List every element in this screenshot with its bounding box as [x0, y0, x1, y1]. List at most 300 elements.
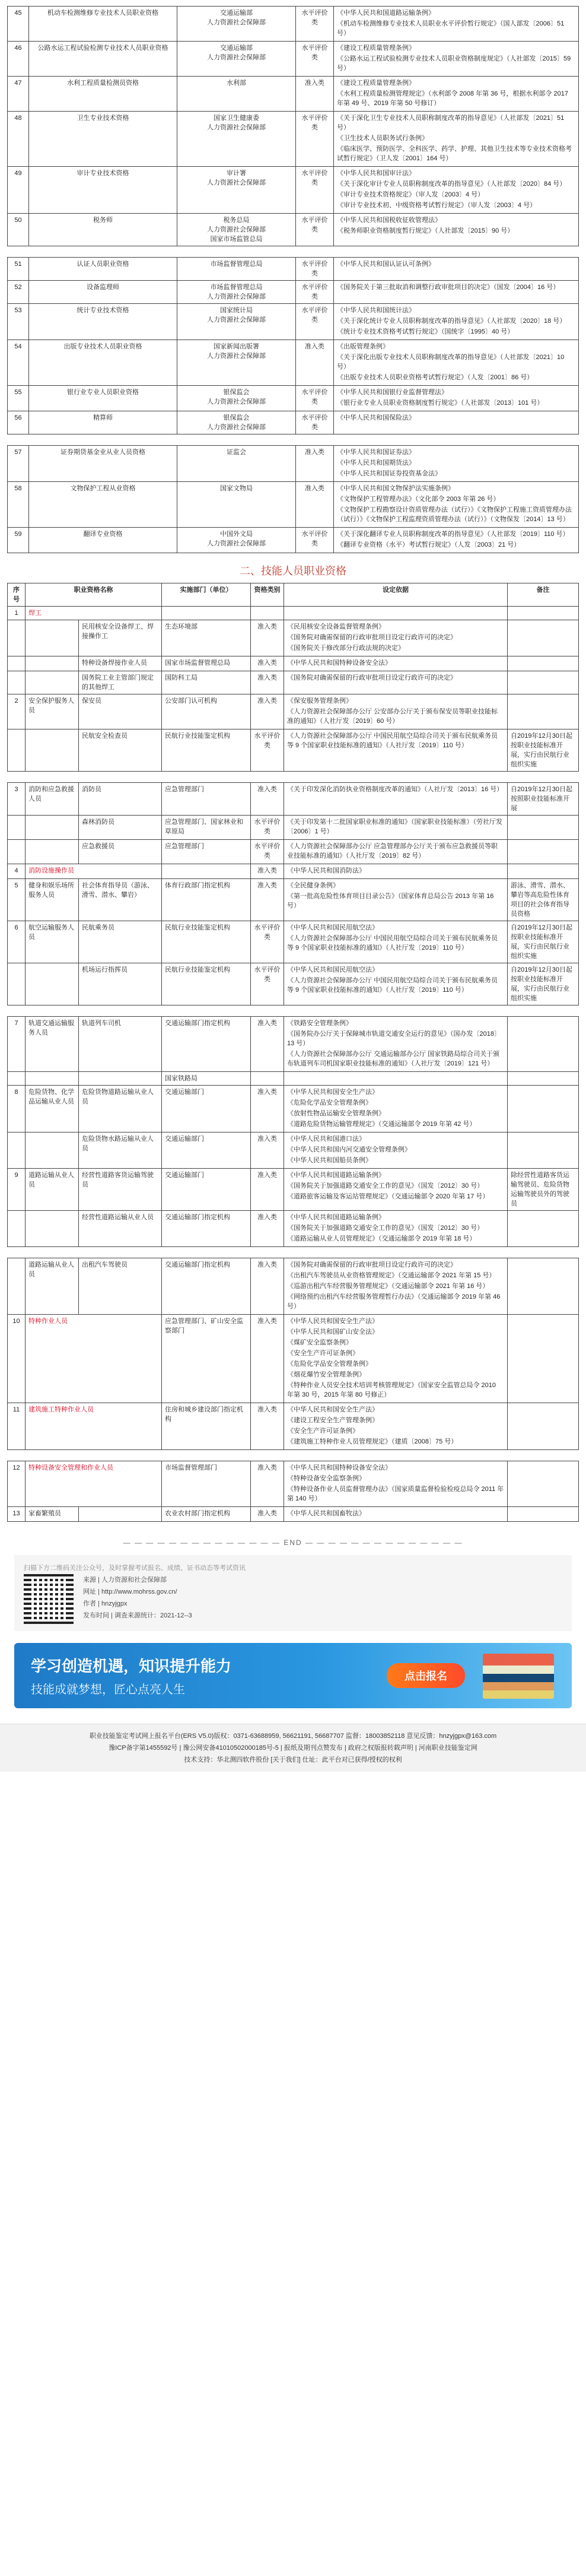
cell-no: [8, 1211, 26, 1247]
cell-name: 认证人员职业资格: [29, 258, 177, 281]
cell-basis: [284, 1017, 508, 1072]
basis-item: 《出版专业技术人员职业资格考试暂行规定》（人发〔2001〕86 号）: [337, 374, 534, 381]
cell-basis: [284, 1258, 508, 1315]
table-row: [8, 482, 579, 528]
basis-list: [287, 1405, 504, 1446]
cell-level: 准入类: [251, 1017, 284, 1072]
cell-basis: [284, 1507, 508, 1522]
cell-note: [508, 1258, 579, 1315]
cell-note: [508, 816, 579, 840]
basis-item: 《中华人民共和国矿山安全法》: [287, 1328, 378, 1335]
cell-dept: 交通运输部门: [162, 1086, 251, 1132]
cell-note: [508, 864, 579, 879]
cell-dept: 体育行政部门指定机构: [162, 879, 251, 921]
table-row: [8, 1403, 579, 1450]
table-row: [8, 1086, 579, 1132]
cell-note: [508, 620, 579, 656]
cell-no: 53: [8, 304, 29, 340]
cell-level: 准入类: [251, 1211, 284, 1247]
basis-item: 《中华人民共和国认证认可条例》: [337, 261, 435, 268]
cell-no: [8, 729, 26, 772]
basis-item: 《统计专业技术资格考试暂行规定》（国统字〔1995〕40 号）: [337, 328, 514, 335]
cell-dept: 应急管理部门、国家林业和草原局: [162, 816, 251, 840]
cell-dept: 国家市场监督管理总局: [162, 656, 251, 671]
cell-name: 文物保护工程从业资格: [29, 482, 177, 528]
cell-name: 翻译专业资格: [29, 528, 177, 553]
basis-list: [337, 342, 575, 382]
basis-item: 《卫生技术人员职务试行条例》: [337, 135, 428, 142]
cell-dept: 生态环境部: [162, 620, 251, 656]
section-title-skills: 二、技能人员职业资格: [240, 565, 346, 578]
cell-dept: 应急管理部门: [162, 840, 251, 864]
basis-list: [287, 1213, 504, 1243]
cell-no: 1: [8, 607, 26, 620]
header-level: 资格类别: [251, 583, 284, 607]
basis-list: [287, 817, 504, 836]
cell-level: 准入类: [251, 671, 284, 694]
basis-list: [337, 169, 575, 210]
cell-no: 4: [8, 864, 26, 879]
table-row: [8, 840, 579, 864]
cell-basis: [334, 214, 579, 246]
basis-list: [287, 1170, 504, 1201]
basis-list: [287, 658, 504, 668]
cell-no: [8, 656, 26, 671]
cell-dept: 国家铁路局: [162, 1072, 251, 1086]
cell-level: 水平评价类: [296, 214, 334, 246]
basis-item: 《税务师职业资格制度暂行规定》（人社部发〔2015〕90 号）: [337, 227, 514, 234]
cell-basis: [284, 1315, 508, 1403]
cell-name: 银行业专业人员职业资格: [29, 386, 177, 411]
basis-item: 《网络预约出租汽车经营服务管理暂行办法》（交通运输部令 2019 年第 46 号）: [287, 1293, 501, 1310]
basis-item: 《中华人民共和国安全生产法》: [287, 1089, 378, 1096]
basis-item: 《中华人民共和国消防法》: [287, 867, 365, 874]
basis-item: 《中华人民共和国特种设备安全法》: [287, 1464, 391, 1471]
cell-note: [508, 694, 579, 729]
cell-level: 准入类: [296, 482, 334, 528]
table-row: [8, 671, 579, 694]
skills-table: [7, 782, 579, 1005]
basis-item: 《国务院关于修改部分行政法规的决定》: [287, 645, 405, 652]
basis-list: [287, 965, 504, 995]
cell-category: [26, 1211, 79, 1247]
skills-qualification-table-part3: [0, 1016, 586, 1247]
table-row: [8, 879, 579, 921]
basis-item: 《中华人民共和国道路运输条例》: [287, 1172, 385, 1179]
promo-banner[interactable]: [14, 1643, 572, 1708]
cell-basis: [334, 446, 579, 482]
books-icon: [483, 1654, 554, 1699]
cell-dept: 中国外文局 人力资源社会保障部: [177, 528, 296, 553]
table-row: [8, 281, 579, 304]
basis-item: 《中华人民共和国审计法》: [337, 170, 415, 177]
cell-level: [251, 1072, 284, 1086]
table-row: [8, 340, 579, 386]
cell-subname: 民航安全检查员: [79, 729, 162, 772]
basis-list: [337, 215, 575, 236]
cell-subname: 危险货物水路运输从业人员: [79, 1132, 162, 1169]
signup-button[interactable]: 点击报名: [387, 1663, 465, 1688]
professional-qualification-table-part3: [0, 445, 586, 553]
basis-list: [337, 388, 575, 408]
basis-list: [287, 1509, 504, 1518]
table-row: [8, 1017, 579, 1072]
basis-item: 《出租汽车驾驶员从业资格管理规定》（交通运输部令 2021 年第 15 号）: [287, 1272, 496, 1279]
cell-basis: [334, 42, 579, 77]
cell-note: [508, 671, 579, 694]
basis-list: [287, 622, 504, 653]
basis-item: 《放射性物品运输安全管理条例》: [287, 1110, 385, 1117]
basis-item: 《中华人民共和国税收征收管理法》: [337, 217, 441, 224]
basis-list: [287, 1087, 504, 1129]
cell-basis: [284, 656, 508, 671]
footer-line-3: 技术支持：华北测四软件股份 [关于我们] 仕址：此平台对已获得/授权的权利: [184, 1756, 402, 1763]
cell-note: [508, 840, 579, 864]
cell-basis: [284, 694, 508, 729]
cell-no: 8: [8, 1086, 26, 1132]
table-row: [8, 112, 579, 167]
cell-basis: [334, 482, 579, 528]
basis-item: 《公路水运工程试验检测专业技术人员职业资格制度规定》（人社部发〔2015〕59 号）: [337, 55, 571, 72]
cell-basis: [284, 620, 508, 656]
site-footer: [0, 1724, 586, 1772]
cell-basis: [284, 921, 508, 963]
table-row: [8, 446, 579, 482]
cell-level: 水平评价类: [251, 729, 284, 772]
footer-line-2[interactable]: 豫ICP备字第1455592号 | 豫公网安备41010502000185号-5 | 报纸及期刊点赞发布 | 政府之权版报转载声明 | 河南职业技能鉴定网: [109, 1744, 477, 1752]
cell-level: 水平评价类: [296, 304, 334, 340]
skills-table: [7, 1016, 579, 1247]
cell-category: 特种设备安全管理和作业人员: [26, 1461, 162, 1507]
cell-subname: 民航乘务员: [79, 921, 162, 963]
cell-dept: 民航行业技能鉴定机构: [162, 963, 251, 1005]
cell-no: 9: [8, 1169, 26, 1211]
cell-basis: [284, 783, 508, 816]
table-row: [8, 1132, 579, 1169]
cell-basis: [284, 1072, 508, 1086]
cell-dept: 国家新闻出版署 人力资源社会保障部: [177, 340, 296, 386]
basis-item: 《国务院关于第三批取消和调整行政审批项目的决定》（国发〔2004〕16 号）: [337, 284, 560, 291]
source-intro: 扫描下方二维码关注公众号，及时掌握考试报名、成绩、证书动态等考试资讯: [24, 1565, 246, 1572]
cell-category: 消防设施操作员: [26, 864, 162, 879]
cell-category: 焊工: [26, 607, 162, 620]
cell-name: 公路水运工程试验检测专业技术人员职业资格: [29, 42, 177, 77]
cell-category: [26, 620, 79, 656]
cell-level: 水平评价类: [296, 386, 334, 411]
cell-level: 准入类: [251, 694, 284, 729]
cell-no: 7: [8, 1017, 26, 1072]
cell-dept: 农业农村部门指定机构: [162, 1507, 251, 1522]
cell-category: 建筑施工特种作业人员: [26, 1403, 162, 1450]
basis-list: [337, 259, 575, 269]
cell-no: 6: [8, 921, 26, 963]
cell-dept: 民航行业技能鉴定机构: [162, 921, 251, 963]
table-header-row: [8, 583, 579, 607]
source-line-date: 发布时间 | 调查来源统计：2021-12--3: [83, 1612, 192, 1619]
basis-item: 《人力资源社会保障部办公厅 中国民用航空局综合司关于颁布民航乘务员等 9 个国家职业技能标准的通知》（人社厅发〔2019〕110 号）: [287, 935, 498, 951]
basis-list: [287, 1316, 504, 1400]
cell-level: 水平评价类: [296, 528, 334, 553]
cell-basis: [284, 864, 508, 879]
banner-title: 学习创造机遇，知识提升能力: [31, 1658, 232, 1676]
header-name: 职业资格名称: [26, 583, 162, 607]
basis-item: 《中华人民共和国道路运输条例》: [337, 9, 435, 17]
basis-list: [337, 413, 575, 423]
basis-list: [337, 448, 575, 478]
cell-basis: [334, 258, 579, 281]
basis-item: 《建设工程质量管理条例》: [337, 80, 415, 87]
basis-item: 《中华人民共和国民用航空法》: [287, 966, 378, 973]
cell-no: 56: [8, 411, 29, 434]
cell-no: 50: [8, 214, 29, 246]
basis-item: 《关于深化卫生专业技术人员职称制度改革的指导意见》（人社部发〔2021〕51 号）: [337, 115, 565, 131]
table-row: [8, 386, 579, 411]
basis-list: [287, 881, 504, 911]
cell-basis: [284, 840, 508, 864]
table-row: [8, 921, 579, 963]
end-text: END: [284, 1538, 302, 1547]
basis-item: 《人力资源社会保障部办公厅 交通运输部办公厅 国家铁路局综合司关于颁布轨道列车司机国家职业技能标准的通知》（人社厅发〔2019〕121 号）: [287, 1051, 500, 1067]
basis-item: 《中华人民共和国道路运输条例》: [287, 1214, 385, 1221]
basis-item: 《中华人民共和国银行业监督管理法》: [337, 389, 448, 396]
cell-name: 审计专业技术资格: [29, 167, 177, 214]
basis-list: [287, 1019, 504, 1068]
cell-category: 航空运输服务人员: [26, 921, 79, 963]
document-page: [0, 6, 586, 1772]
cell-dept: 交通运输部门指定机构: [162, 1258, 251, 1315]
cell-subname: 危险货物道路运输从业人员: [79, 1086, 162, 1132]
cell-category: [26, 671, 79, 694]
cell-no: 5: [8, 879, 26, 921]
qr-code-icon: [24, 1574, 74, 1624]
basis-item: 《人力资源社会保障部办公厅 中国民用航空局综合司关于颁布民航乘务员等 9 个国家职业技能标准的通知》（人社厅发〔2019〕110 号）: [287, 977, 498, 994]
basis-item: 《国务院办公厅关于保障城市轨道交通安全运行的意见》（国办发〔2018〕13 号）: [287, 1030, 501, 1047]
cell-no: 10: [8, 1315, 26, 1403]
basis-item: 《审计专业技术资格规定》（审人发〔2003〕4 号）: [337, 191, 485, 198]
cell-level: 水平评价类: [296, 112, 334, 167]
source-line-org: 来源 | 人力资源和社会保障部: [83, 1576, 167, 1584]
cell-level: 水平评价类: [296, 167, 334, 214]
table-row: [8, 411, 579, 434]
professional-qualification-table-part1: [0, 6, 586, 246]
cell-dept: 银保监会 人力资源社会保障部: [177, 411, 296, 434]
cell-no: 12: [8, 1461, 26, 1507]
basis-item: 《道路危险货物运输管理规定》（交通运输部令 2019 年第 42 号）: [287, 1121, 476, 1128]
cell-note: [508, 1403, 579, 1450]
cell-basis: [334, 386, 579, 411]
source-line-url[interactable]: 网址 | http://www.mohrss.gov.cn/: [83, 1588, 177, 1595]
cell-dept: 交通运输部 人力资源社会保障部: [177, 42, 296, 77]
cell-level: 水平评价类: [296, 42, 334, 77]
header-note: 备注: [508, 583, 579, 607]
cell-level: 准入类: [251, 1169, 284, 1211]
skills-qualification-table-part2: [0, 782, 586, 1005]
basis-list: [337, 113, 575, 163]
cell-subname: 应急救援员: [79, 840, 162, 864]
basis-item: 《安全生产许可证条例》: [287, 1427, 359, 1435]
basis-item: 《中华人民共和国船员条例》: [287, 1157, 372, 1164]
cell-level: 准入类: [296, 77, 334, 112]
cell-level: 准入类: [251, 1086, 284, 1132]
basis-item: 《中华人民共和国保险法》: [337, 414, 415, 421]
basis-item: 《人力资源社会保障部办公厅 中国民用航空局综合司关于颁布民航乘务员等 9 个国家职业技能标准的通知》（人社厅发〔2019〕110 号）: [287, 732, 498, 749]
cell-no: 47: [8, 77, 29, 112]
basis-item: 《特种设备作业人员监督管理办法》（国家质量监督检验检疫总局令 2011 年第 140 号）: [287, 1486, 504, 1502]
basis-item: 《关于深化统计专业人员职称制度改革的指导意见》（人社部发〔2020〕18 号）: [337, 318, 566, 325]
cell-note: [508, 1017, 579, 1072]
table-row: [8, 167, 579, 214]
cell-level: 水平评价类: [296, 258, 334, 281]
basis-item: 《关于深化审计专业人员职称制度改革的指导意见》（人社部发〔2020〕84 号）: [337, 180, 566, 188]
table-row: [8, 1315, 579, 1403]
cell-level: 水平评价类: [296, 7, 334, 42]
cell-subname: 保安员: [79, 694, 162, 729]
cell-dept: 国家统计局 人力资源社会保障部: [177, 304, 296, 340]
cell-name: 统计专业技术资格: [29, 304, 177, 340]
basis-item: 《中华人民共和国畜牧法》: [287, 1510, 365, 1517]
cell-name: 水利工程质量检测员资格: [29, 77, 177, 112]
basis-list: [287, 731, 504, 750]
footer-line-1: 职业技能鉴定考试网上报名平台(ERS V5.0)版权：0371-63688959, 56621191, 56687707 监督：18003852118 意见反馈：hnzyjgpx@163.com: [89, 1733, 497, 1740]
cell-level: [251, 607, 284, 620]
basis-item: 《银行业专业人员职业资格制度暂行规定》（人社部发〔2013〕101 号）: [337, 399, 544, 407]
cell-dept: 公安部门认可机构: [162, 694, 251, 729]
cell-category: [26, 656, 79, 671]
basis-item: 《翻译专业资格（水平）考试暂行规定》（人发〔2003〕21 号）: [337, 541, 521, 548]
basis-list: [287, 785, 504, 794]
cell-no: 59: [8, 528, 29, 553]
cell-basis: [284, 1403, 508, 1450]
cell-no: 2: [8, 694, 26, 729]
cell-category: 家畜繁殖员: [26, 1507, 79, 1522]
basis-item: 《中华人民共和国安全生产法》: [287, 1318, 378, 1325]
cell-category: [26, 729, 79, 772]
cell-category: 轨道交通运输服务人员: [26, 1017, 79, 1072]
cell-basis: [334, 304, 579, 340]
cell-note: [508, 1132, 579, 1169]
cell-category: 特种作业人员: [26, 1315, 162, 1403]
basis-item: 《机动车检测维修专业技术人员职业水平评价暂行规定》（国人部发〔2006〕51 号）: [337, 20, 565, 37]
table-row: [8, 1072, 579, 1086]
basis-list: [287, 1463, 504, 1503]
cell-level: 准入类: [296, 340, 334, 386]
table-row: [8, 304, 579, 340]
basis-list: [337, 8, 575, 38]
cell-level: 准入类: [251, 1461, 284, 1507]
basis-item: 《临床医学、预防医学、全科医学、药学、护理、其他卫生技术等专业技术资格考试暂行规定》（卫人发〔2001〕164 号）: [337, 145, 572, 162]
table-row: [8, 1169, 579, 1211]
basis-list: [337, 529, 575, 550]
qualification-table: [7, 6, 579, 246]
table-row: [8, 1507, 579, 1522]
basis-item: 《国务院关于加强道路交通安全工作的意见》（国发〔2012〕30 号）: [287, 1224, 484, 1232]
skills-table: [7, 1461, 579, 1522]
table-row: [8, 783, 579, 816]
basis-item: 《关于深化出版专业技术人员职称制度改革的指导意见》（人社部发〔2021〕10 号）: [337, 354, 565, 370]
basis-item: 《关于印发深化消防执业资格制度改革的通知》（人社厅发〔2013〕16 号）: [287, 786, 504, 793]
cell-dept: 住房和城乡建设部门指定机构: [162, 1403, 251, 1450]
cell-dept: 银保监会 人力资源社会保障部: [177, 386, 296, 411]
basis-list: [287, 673, 504, 683]
cell-basis: [284, 1086, 508, 1132]
cell-basis: [334, 528, 579, 553]
cell-dept: 水利部: [177, 77, 296, 112]
basis-list: [337, 283, 575, 292]
cell-category: [26, 963, 79, 1005]
cell-dept: 交通运输部门: [162, 1132, 251, 1169]
cell-dept: 应急管理部门: [162, 783, 251, 816]
cell-dept: [162, 607, 251, 620]
cell-note: [508, 1507, 579, 1522]
cell-level: 准入类: [251, 783, 284, 816]
cell-name: 卫生专业技术资格: [29, 112, 177, 167]
basis-list: [337, 78, 575, 108]
qualification-table: [7, 257, 579, 434]
basis-item: 《中华人民共和国民用航空法》: [287, 924, 378, 931]
table-row: [8, 77, 579, 112]
cell-subname: 消防员: [79, 783, 162, 816]
cell-level: 准入类: [251, 1403, 284, 1450]
cell-level: 水平评价类: [251, 963, 284, 1005]
basis-item: 《煤矿安全监察条例》: [287, 1339, 352, 1346]
cell-level: 准入类: [251, 656, 284, 671]
basis-item: 《建设工程质量管理条例》: [337, 45, 415, 52]
cell-basis: [284, 816, 508, 840]
cell-no: 49: [8, 167, 29, 214]
basis-item: 《出版管理条例》: [337, 343, 389, 350]
cell-subname: [79, 1507, 162, 1522]
cell-category: [26, 1072, 79, 1086]
cell-subname: 民用核安全设备焊工、焊接操作工: [79, 620, 162, 656]
cell-no: 52: [8, 281, 29, 304]
cell-basis: [284, 963, 508, 1005]
cell-no: [8, 671, 26, 694]
cell-no: [8, 1132, 26, 1169]
cell-category: 道路运输从业人员: [26, 1258, 79, 1315]
basis-item: 《国务院对确需保留的行政审批项目设定行政许可的决定》: [287, 634, 457, 641]
cell-dept: 市场监督管理总局: [177, 258, 296, 281]
cell-note: [508, 1315, 579, 1403]
basis-item: 《全民健身条例》: [287, 882, 339, 889]
cell-note: 自2019年12月30日起按职业技能标准开展，实行由民航行业组织实施: [508, 963, 579, 1005]
cell-dept: 交通运输部 人力资源社会保障部: [177, 7, 296, 42]
basis-item: 《中华人民共和国文物保护法实施条例》: [337, 485, 454, 492]
cell-basis: [284, 1169, 508, 1211]
cell-name: 出版专业技术人员职业资格: [29, 340, 177, 386]
table-row: [8, 963, 579, 1005]
cell-level: 准入类: [251, 1132, 284, 1169]
basis-list: [287, 696, 504, 726]
cell-subname: 经营性道路运输从业人员: [79, 1211, 162, 1247]
cell-subname: 社会体育指导员（游泳、滑雪、潜水、攀岩）: [79, 879, 162, 921]
basis-item: 《国务院对确需保留的行政审批项目设定行政许可的决定》: [287, 674, 457, 681]
table-row: [8, 729, 579, 772]
skills-qualification-table-part5: [0, 1461, 586, 1522]
cell-basis: [284, 607, 508, 620]
cell-level: 准入类: [251, 1507, 284, 1522]
basis-item: 《水利工程质量检测管理规定》（水利部令 2008 年第 36 号，根据水利部令 2017 年第 49 号、2019 年第 50 号修订）: [337, 90, 568, 107]
end-marker: — — — — — — — — — — — — — — END — — — — — — — — — — — — — —: [123, 1538, 463, 1547]
cell-dept: 应急管理部门、矿山安全监察部门: [162, 1315, 251, 1403]
professional-qualification-table-part2: [0, 257, 586, 434]
cell-basis: [284, 879, 508, 921]
basis-item: 《特种设备安全监察条例》: [287, 1475, 365, 1482]
cell-no: 13: [8, 1507, 26, 1522]
cell-dept: 民航行业技能鉴定机构: [162, 729, 251, 772]
basis-item: 《人力资源社会保障部办公厅 应急管理部办公厅关于颁布应急救援员等职业技能标准的通知》（人社厅发〔2019〕82 号）: [287, 843, 498, 859]
cell-level: 水平评价类: [251, 840, 284, 864]
skills-table: [7, 1258, 579, 1450]
